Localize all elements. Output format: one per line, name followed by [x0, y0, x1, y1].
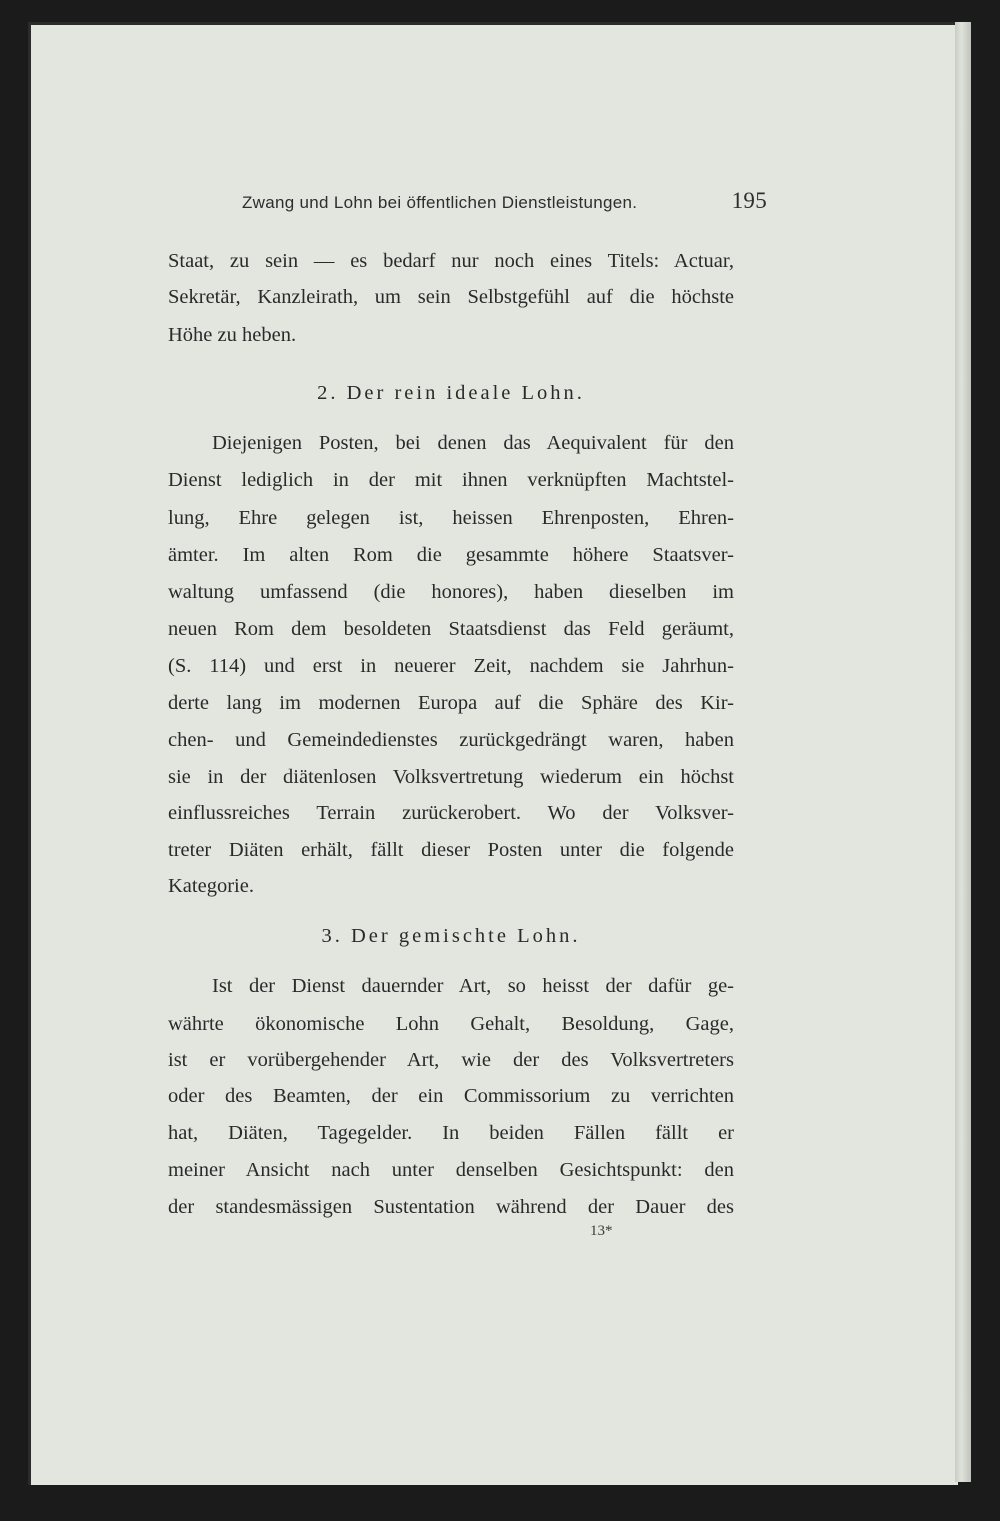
- text-line: Diejenigen Posten, bei denen das Aequivalent für den: [212, 432, 734, 454]
- section-heading: 3. Der gemischte Lohn.: [321, 925, 581, 947]
- text-line: neuen Rom dem besoldeten Staatsdienst das Feld geräumt,: [168, 618, 734, 640]
- running-header: [242, 188, 767, 218]
- section-heading: 2. Der rein ideale Lohn.: [317, 382, 585, 404]
- text-line: oder des Beamten, der ein Commissorium zu verrichten: [168, 1085, 734, 1107]
- text-line: hat, Diäten, Tagegelder. In beiden Fällen fällt er: [168, 1122, 734, 1144]
- text-line: Dienst lediglich in der mit ihnen verknüpften Machtstel-: [168, 469, 734, 491]
- page-edge: [955, 22, 971, 1482]
- text-line: Ist der Dienst dauernder Art, so heisst der dafür ge-: [212, 975, 734, 997]
- text-line: ist er vorübergehender Art, wie der des Volksvertreters: [168, 1049, 734, 1071]
- text-line: chen- und Gemeindedienstes zurückgedrängt waren, haben: [168, 729, 734, 751]
- signature-mark: 13*: [590, 1223, 613, 1239]
- text-line: Staat, zu sein — es bedarf nur noch eines Titels: Actuar,: [168, 250, 734, 272]
- text-line: treter Diäten erhält, fällt dieser Posten unter die folgende: [168, 839, 734, 861]
- text-line: lung, Ehre gelegen ist, heissen Ehrenposten, Ehren-: [168, 507, 734, 529]
- text-line: waltung umfassend (die honores), haben dieselben im: [168, 581, 734, 603]
- text-line: währte ökonomische Lohn Gehalt, Besoldung, Gage,: [168, 1013, 734, 1035]
- text-line: einflussreiches Terrain zurückerobert. Wo der Volksver-: [168, 802, 734, 824]
- text-line: der standesmässigen Sustentation während der Dauer des: [168, 1196, 734, 1218]
- text-line: Sekretär, Kanzleirath, um sein Selbstgefühl auf die höchste: [168, 286, 734, 308]
- text-line: Kategorie.: [168, 875, 254, 897]
- text-line: (S. 114) und erst in neuerer Zeit, nachdem sie Jahrhun-: [168, 655, 734, 677]
- text-line: sie in der diätenlosen Volksvertretung wiederum ein höchst: [168, 766, 734, 788]
- text-line: ämter. Im alten Rom die gesammte höhere Staatsver-: [168, 544, 734, 566]
- text-line: meiner Ansicht nach unter denselben Gesichtspunkt: den: [168, 1159, 734, 1181]
- running-title: Zwang und Lohn bei öffentlichen Dienstleistungen.: [242, 193, 638, 212]
- text-line: Höhe zu heben.: [168, 324, 297, 346]
- page-number: 195: [731, 188, 767, 213]
- text-line: derte lang im modernen Europa auf die Sphäre des Kir-: [168, 692, 734, 714]
